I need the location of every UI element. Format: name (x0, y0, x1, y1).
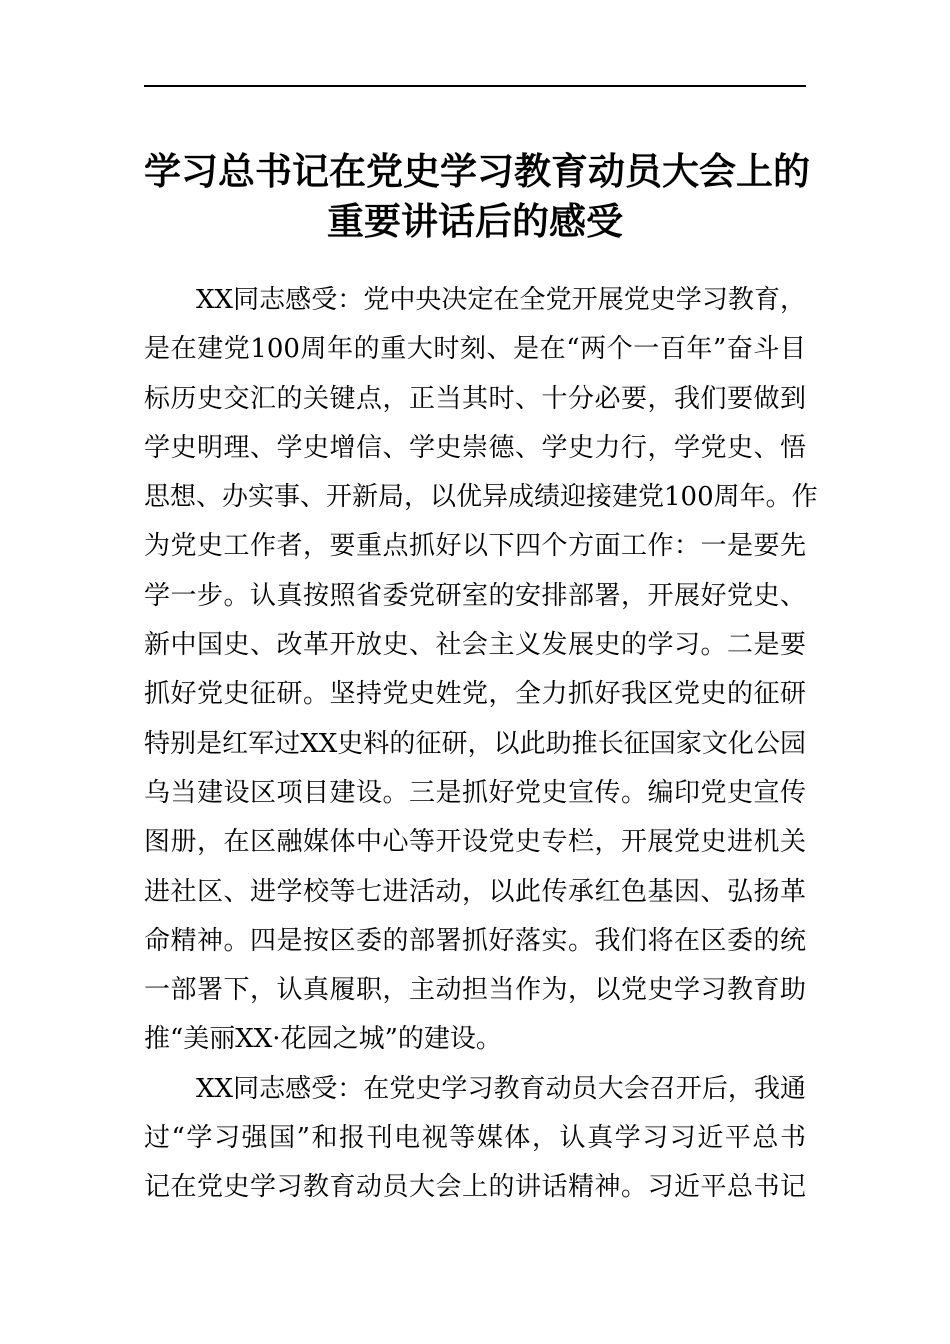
text-line: 推“美丽XX·花园之城”的建设。 (144, 1024, 502, 1055)
text-line: 特别是红军过XX史料的征研，以此助推长征国家文化公园 (144, 728, 806, 759)
text-line: 乌当建设区项目建设。三是抓好党史宣传。编印党史宣传 (144, 777, 806, 808)
text-line: 图册，在区融媒体中心等开设党史专栏，开展党史进机关 (144, 827, 806, 858)
text-line: 抓好党史征研。坚持党史姓党，全力抓好我区党史的征研 (144, 679, 806, 710)
title-line-2: 重要讲话后的感受 (327, 199, 623, 243)
document-body (144, 276, 818, 1213)
text-line: 思想、办实事、开新局，以优异成绩迎接建党100周年。作 (144, 482, 818, 513)
header-rule (144, 85, 806, 87)
text-line: 新中国史、改革开放史、社会主义发展史的学习。二是要 (144, 630, 806, 661)
text-line: 进社区、进学校等七进活动，以此传承红色基因、弘扬革 (144, 876, 806, 907)
text-line: 学史明理、学史增信、学史崇德、学史力行，学党史、悟 (144, 432, 806, 463)
document-title (144, 146, 810, 246)
text-line: 标历史交汇的关键点，正当其时、十分必要，我们要做到 (144, 383, 806, 414)
text-line: 记在党史学习教育动员大会上的讲话精神。习近平总书记 (144, 1172, 806, 1203)
text-line: 为党史工作者，要重点抓好以下四个方面工作：一是要先 (144, 531, 806, 562)
paragraph-1 (144, 276, 818, 1065)
text-line: 是在建党100周年的重大时刻、是在“两个一百年”奋斗目 (144, 334, 806, 365)
paragraph-2 (144, 1065, 806, 1213)
text-line: XX同志感受：在党史学习教育动员大会召开后，我通 (196, 1073, 806, 1104)
text-line: XX同志感受：党中央决定在全党开展党史学习教育， (196, 285, 806, 315)
text-line: 过“学习强国”和报刊电视等媒体，认真学习习近平总书 (144, 1123, 806, 1154)
text-line: 命精神。四是按区委的部署抓好落实。我们将在区委的统 (144, 925, 806, 956)
text-line: 一部署下，认真履职，主动担当作为，以党史学习教育助 (144, 975, 806, 1006)
title-line-1: 学习总书记在党史学习教育动员大会上的 (144, 149, 810, 193)
text-line: 学一步。认真按照省委党研室的安排部署，开展好党史、 (144, 580, 806, 611)
